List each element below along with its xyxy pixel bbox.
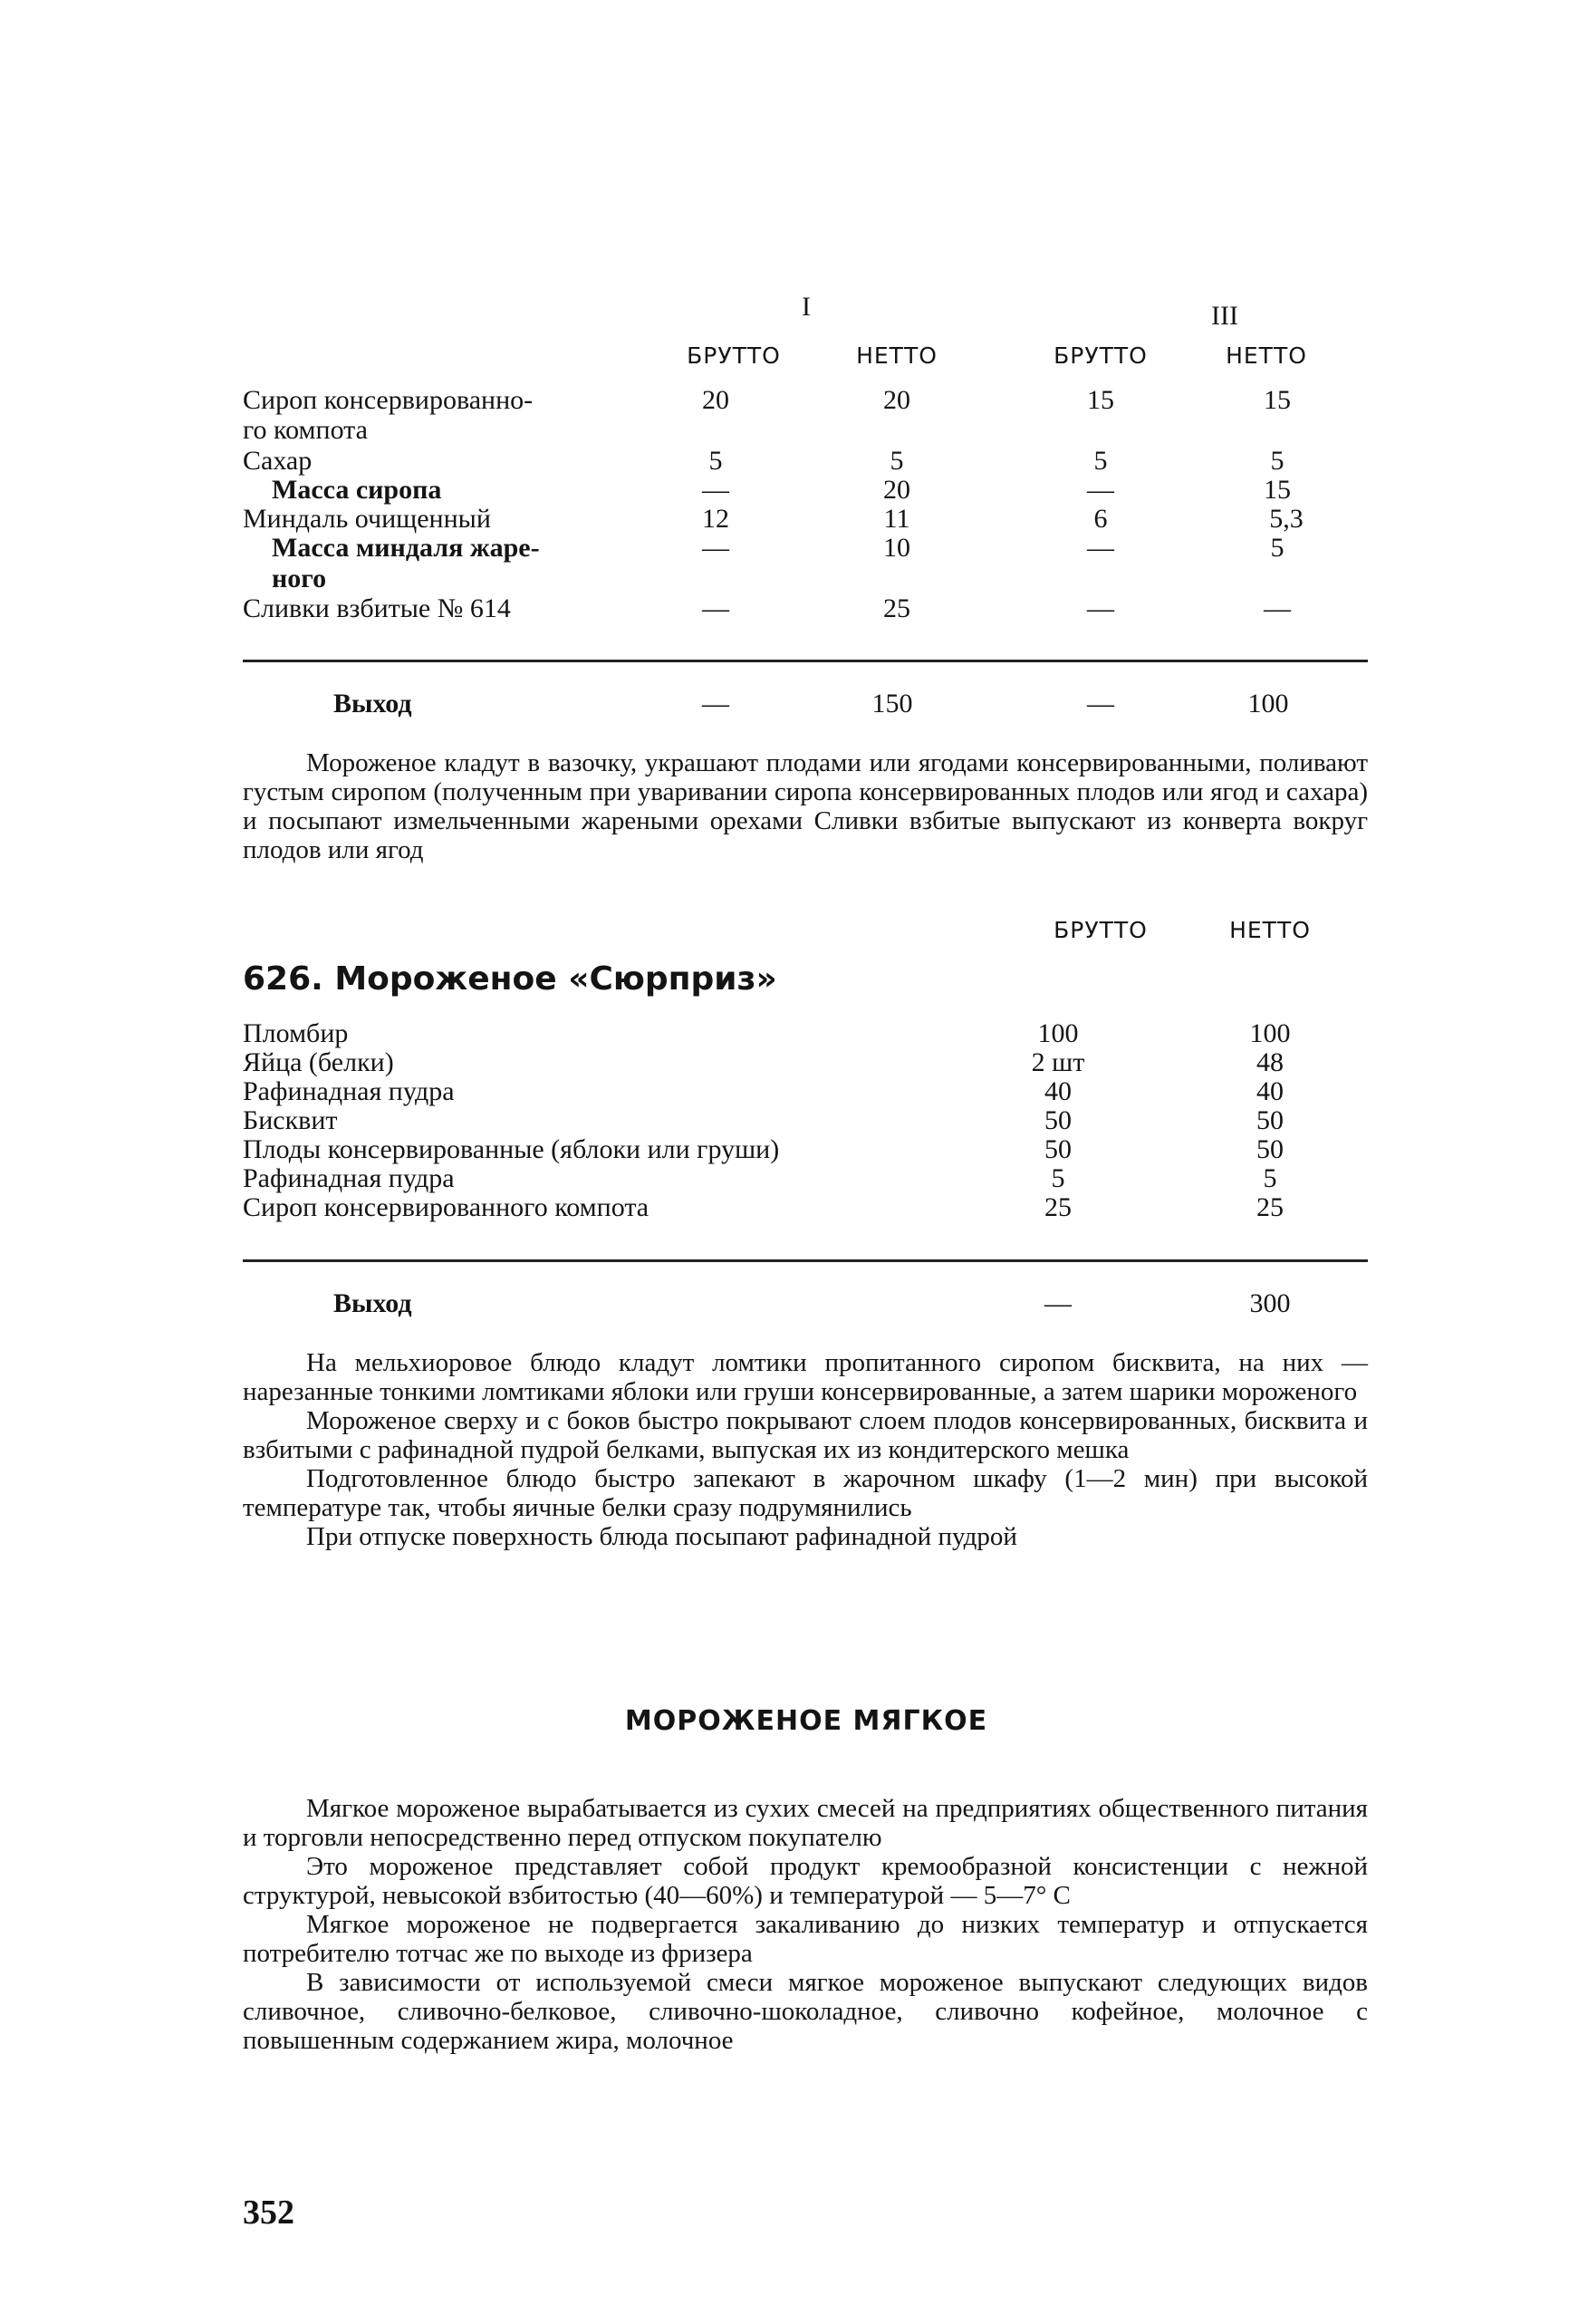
cell-value: 48 bbox=[1256, 1047, 1284, 1077]
ingredient-label: Бисквит bbox=[243, 1105, 338, 1135]
cell-value: 25 bbox=[883, 593, 910, 623]
column-header-brutto: БРУТТО bbox=[687, 342, 781, 369]
cell-value: 5 bbox=[1093, 446, 1108, 476]
cell-value: 50 bbox=[1044, 1105, 1072, 1135]
cell-value: 15 bbox=[1264, 385, 1291, 415]
cell-value: 100 bbox=[1037, 1018, 1079, 1048]
ingredient-label: Сливки взбитые № 614 bbox=[243, 593, 511, 623]
column-header-brutto: БРУТТО bbox=[1054, 342, 1148, 369]
cell-value: 5,3 bbox=[1269, 504, 1304, 534]
cell-value: 50 bbox=[1044, 1134, 1072, 1164]
cell-value: 20 bbox=[883, 385, 910, 415]
ingredient-label: Сироп консервированно- bbox=[243, 385, 534, 415]
section-text bbox=[243, 1794, 1368, 2055]
cell-value: — bbox=[1087, 533, 1114, 563]
cell-value: 15 bbox=[1087, 385, 1114, 415]
table-rule bbox=[243, 660, 1368, 662]
yield-value: 150 bbox=[871, 689, 913, 718]
ingredient-label: Рафинадная пудра bbox=[243, 1076, 455, 1106]
cell-value: 5 bbox=[708, 446, 723, 476]
column-header-netto: НЕТТО bbox=[856, 342, 938, 369]
ingredient-label-cont: ного bbox=[272, 564, 327, 593]
cell-value: — bbox=[702, 593, 729, 623]
ingredient-label: Сироп консервированного компота bbox=[243, 1192, 649, 1222]
paragraph: Подготовленное блюдо быстро запекают в жарочном шкафу (1—2 мин) при высокой температуре так, чтобы яичные белки сразу подрумянились bbox=[243, 1464, 1368, 1522]
yield-value: 100 bbox=[1247, 689, 1289, 718]
paragraph: В зависимости от используемой смеси мягкое мороженое выпускают следующих видов сливочное, сливочно-белковое, сливочно-шоколадное, сливочно кофейное, молочное с повышенным содержанием жира, молочное bbox=[243, 1968, 1368, 2055]
cell-value: — bbox=[1264, 593, 1291, 623]
column-header-netto: НЕТТО bbox=[1229, 917, 1311, 943]
cell-value: 5 bbox=[890, 446, 904, 476]
paragraph: Мороженое сверху и с боков быстро покрывают слоем плодов консервированных, бисквита и взбитыми с рафинадной пудрой белками, выпуская их из кондитерского мешка bbox=[243, 1406, 1368, 1464]
cell-value: 50 bbox=[1256, 1134, 1284, 1164]
cell-value: 11 bbox=[883, 504, 910, 534]
cell-value: — bbox=[1087, 593, 1114, 623]
cell-value: 40 bbox=[1256, 1076, 1284, 1106]
paragraph: Это мороженое представляет собой продукт кремообразной консистенции с нежной структурой, невысокой взбитостью (40—60%) и температурой — 5—7° С bbox=[243, 1852, 1368, 1910]
cell-value: 15 bbox=[1264, 475, 1291, 505]
paragraph: Мороженое кладут в вазочку, украшают плодами или ягодами консервированными, поливают густым сиропом (полученным при уваривании сиропа консервированных плодов или ягод и сахара) и посыпают измельченными жареными орехами Сливки взбитые выпускают из конверта вокруг плодов или ягод bbox=[243, 748, 1368, 864]
cell-value: 20 bbox=[702, 385, 729, 415]
ingredient-label: Плоды консервированные (яблоки или груши) bbox=[243, 1134, 780, 1164]
ingredient-label: Пломбир bbox=[243, 1018, 349, 1048]
cell-value: 100 bbox=[1249, 1018, 1291, 1048]
cell-value: 25 bbox=[1256, 1192, 1284, 1222]
paragraph: При отпуске поверхность блюда посыпают рафинадной пудрой bbox=[306, 1522, 1017, 1551]
ingredient-label: Масса сиропа bbox=[272, 475, 442, 505]
cell-value: 50 bbox=[1256, 1105, 1284, 1135]
cell-value: — bbox=[1087, 475, 1114, 505]
ingredient-label: Сахар bbox=[243, 446, 313, 476]
ingredient-label: Миндаль очищенный bbox=[243, 504, 491, 534]
yield-value: — bbox=[702, 689, 729, 718]
paragraph: Мягкое мороженое не подвергается закаливанию до низких температур и отпускается потребителю тотчас же по выходе из фризера bbox=[243, 1910, 1368, 1968]
group-header-III: III bbox=[1211, 301, 1238, 331]
ingredient-label: Рафинадная пудра bbox=[243, 1163, 455, 1193]
cell-value: 40 bbox=[1044, 1076, 1072, 1106]
paragraph: Мягкое мороженое вырабатывается из сухих смесей на предприятиях общественного питания и торговли непосредственно перед отпуском покупателю bbox=[243, 1794, 1368, 1852]
column-header-brutto: БРУТТО bbox=[1054, 917, 1148, 943]
cell-value: 6 bbox=[1093, 504, 1108, 534]
recipe-title: 626. Мороженое «Сюрприз» bbox=[243, 960, 777, 998]
cell-value: 5 bbox=[1270, 446, 1285, 476]
ingredient-label: Масса миндаля жаре- bbox=[272, 533, 540, 563]
section-heading: МОРОЖЕНОЕ МЯГКОЕ bbox=[624, 1705, 988, 1737]
cell-value: 12 bbox=[702, 504, 729, 534]
yield-value: 300 bbox=[1249, 1288, 1291, 1318]
serving-instructions bbox=[243, 748, 1368, 864]
ingredient-label-cont: го компота bbox=[243, 415, 368, 445]
preparation-instructions bbox=[243, 1348, 1368, 1551]
yield-label: Выход bbox=[333, 1288, 412, 1318]
column-header-netto: НЕТТО bbox=[1226, 342, 1307, 369]
cell-value: — bbox=[702, 533, 729, 563]
yield-label: Выход bbox=[333, 689, 412, 718]
yield-value: — bbox=[1044, 1288, 1072, 1318]
cell-value: 2 шт bbox=[1031, 1047, 1085, 1077]
yield-value: — bbox=[1087, 689, 1114, 718]
cell-value: 10 bbox=[883, 533, 910, 563]
cell-value: 20 bbox=[883, 475, 910, 505]
cell-value: 25 bbox=[1044, 1192, 1072, 1222]
page-number: 352 bbox=[243, 2194, 294, 2232]
table-rule bbox=[243, 1259, 1368, 1262]
ingredient-label: Яйца (белки) bbox=[243, 1047, 394, 1077]
cell-value: 5 bbox=[1263, 1163, 1277, 1193]
paragraph: На мельхиоровое блюдо кладут ломтики пропитанного сиропом бисквита, на них — нарезанные тонкими ломтиками яблоки или груши консервированные, а затем шарики мороженого bbox=[243, 1348, 1368, 1406]
group-header-I: I bbox=[802, 292, 811, 322]
cell-value: 5 bbox=[1051, 1163, 1065, 1193]
cell-value: — bbox=[702, 475, 729, 505]
cell-value: 5 bbox=[1270, 533, 1285, 563]
